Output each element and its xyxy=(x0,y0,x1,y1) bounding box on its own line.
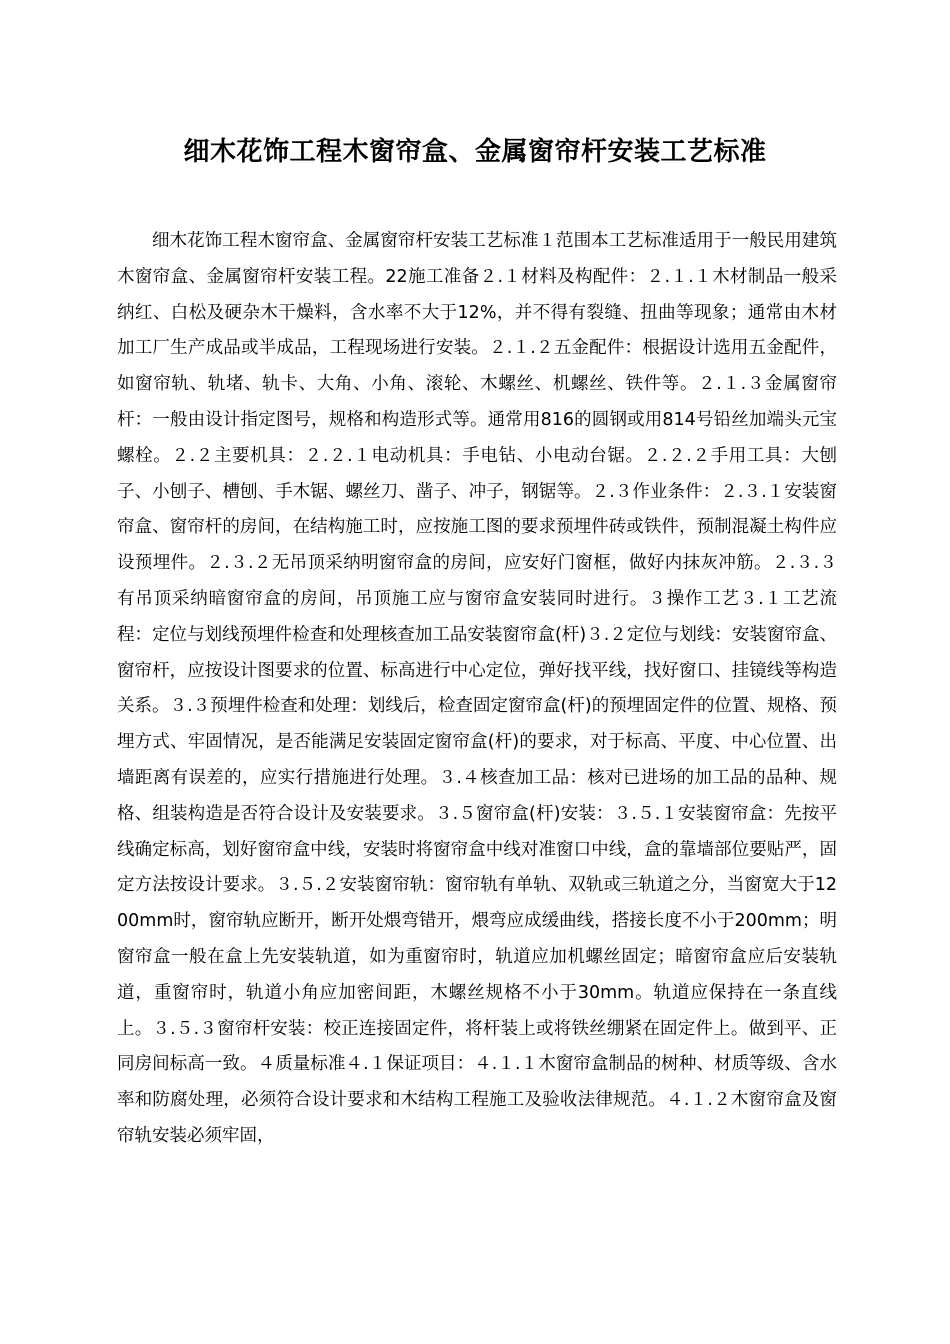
document-body-paragraph: 细木花饰工程木窗帘盒、金属窗帘杆安装工艺标准１范围本工艺标准适用于一般民用建筑木窗帘盒、金属窗帘杆安装工程。22施工准备２.１材料及构配件：２.１.１木材制品一般采纳红、白松及硬杂木干燥料，含水率不大于12%，并不得有裂缝、扭曲等现象；通常由木材加工厂生产成品或半成品，工程现场进行安装。２.１.２五金配件：根据设计选用五金配件，如窗帘轨、轨堵、轨卡、大角、小角、滚轮、木螺丝、机螺丝、铁件等。２.１.３金属窗帘杆：一般由设计指定图号，规格和构造形式等。通常用816的圆钢或用814号铅丝加端头元宝螺栓。２.２主要机具：２.２.１电动机具：手电钻、小电动台锯。２.２.２手用工具：大刨子、小刨子、槽刨、手木锯、螺丝刀、凿子、冲子，钢锯等。２.３作业条件：２.３.１安装窗帘盒、窗帘杆的房间，在结构施工时，应按施工图的要求预埋件砖或铁件，预制混凝土构件应设预埋件。２.３.２无吊顶采纳明窗帘盒的房间，应安好门窗框，做好内抹灰冲筋。２.３.３有吊顶采纳暗窗帘盒的房间，吊顶施工应与窗帘盒安装同时进行。３操作工艺３.１工艺流程：定位与划线预埋件检查和处理核查加工品安装窗帘盒(杆)３.２定位与划线：安装窗帘盒、窗帘杆，应按设计图要求的位置、标高进行中心定位，弹好找平线，找好窗口、挂镜线等构造关系。３.３预埋件检查和处理：划线后，检查固定窗帘盒(杆)的预埋固定件的位置、规格、预埋方式、牢固情况，是否能满足安装固定窗帘盒(杆)的要求，对于标高、平度、中心位置、出墙距离有误差的，应实行措施进行处理。３.４核查加工品：核对已进场的加工品的品种、规格、组装构造是否符合设计及安装要求。３.５窗帘盒(杆)安装：３.５.１安装窗帘盒：先按平线确定标高，划好窗帘盒中线，安装时将窗帘盒中线对准窗口中线，盒的靠墙部位要贴严，固定方法按设计要求。３.５.２安装窗帘轨：窗帘轨有单轨、双轨或三轨道之分，当窗宽大于1200mm时，窗帘轨应断开，断开处煨弯错开，煨弯应成缓曲线，搭接长度不小于200mm；明窗帘盒一般在盒上先安装轨道，如为重窗帘时，轨道应加机螺丝固定；暗窗帘盒应后安装轨道，重窗帘时，轨道小角应加密间距，木螺丝规格不小于30mm。轨道应保持在一条直线上。３.５.３窗帘杆安装：校正连接固定件，将杆装上或将铁丝绷紧在固定件上。做到平、正同房间标高一致。４质量标准４.１保证项目：４.１.１木窗帘盒制品的树种、材质等级、含水率和防腐处理，必须符合设计要求和木结构工程施工及验收法律规范。４.１.２木窗帘盒及窗帘轨安装必须牢固， xyxy=(117,231,837,1146)
document-title: 细木花饰工程木窗帘盒、金属窗帘杆安装工艺标准 xyxy=(183,137,767,167)
